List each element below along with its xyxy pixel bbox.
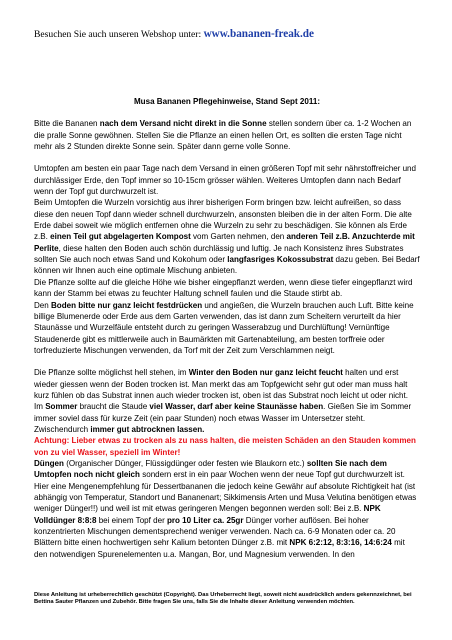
paragraph-soil-press: Den Boden bitte nur ganz leicht festdrücken und angießen, die Wurzeln brauchen auch Luft. Bitte keine billige Blumenerde oder Erde aus dem Garten verwenden, das ist dann zum Scheitern verurteilt da hier Staunässe und Wurzelfäule entsteht durch zu geringen Wasserabzug und Durchlüftung! Vernünftige Staudenerde gibt es mittlerweile auch in Baumärkten mit Gartenabteilung, am besten torffreie oder torfreduzierte Mischungen verwenden, da Torf mit der Zeit zum Verschlammen neigt.: [34, 300, 414, 355]
paragraph-sun: Bitte die Bananen nach dem Versand nicht direkt in die Sonne stellen sondern über ca. 1-2 Wochen an die pralle Sonne gewöhnen. Stellen Sie die Pflanze an einen hellen Ort, es sollten die ersten Tage nicht mehr als 2 Stunden direkte Sonne sein. Später dann gerne volle Sonne.: [34, 119, 412, 152]
paragraph-roots-soil: Beim Umtopfen die Wurzeln vorsichtig aus ihrer bisherigen Form bringen bzw. leicht aufreißen, so dass diese den neuen Topf dann wieder schnell durchwurzeln, ansonsten bleiben die in der alten Form. Die alte Erde dabei soweit wie möglich entfernen ohne die Wurzeln zu sehr zu beschädigen. Sie können als Erde z.B. einen Teil gut abgelagerten Kompost vom Garten nehmen, den anderen Teil z.B. Anzuchterde mit Perlite, diese halten den Boden auch schön durchlässig und luftig. Je nach Konsistenz ihres Substrates sollten Sie auch noch etwas Sand und Kokohum oder langfasriges Kokossubstrat dazu geben. Bei Bedarf können wir Ihnen auch eine optimale Mischung anbieten.: [34, 198, 420, 276]
paragraph-fertilizing: Düngen (Organischer Dünger, Flüssigdünger oder festen wie Blaukorn etc.) sollten Sie nach dem Umtopfen noch nicht gleich sondern erst in ein paar Wochen wenn der neue Topf gut durchwurzelt ist. Hier eine Mengenempfehlung für Dessertbananen die jedoch keine Gewähr auf absolute Richtigkeit hat (ist abhängig von Temperatur, Standort und Bananenart; Sikkimensis Arten und Musa Velutina benötigen etwas weniger Dünger!!) und weil ist mit etwas geringeren Mengen begonnen werden soll: Bei z.B. NPK Volldünger 8:8:8 bei einem Topf der pro 10 Liter ca. 25gr Dünger vorher auflösen. Bei hoher konzentrierten Mischungen dementsprechend weniger verwenden. Nach ca. 6-9 Monaten oder ca. 20 Blättern bitte einen hochwertigen sehr Kalium betonten Dünger z.B. mit NPK 6:2:12, 8:3:16, 14:6:24 mit den notwendigen Spurenelementen u.a. Mangan, Bor, und Magnesium verwenden. In den: [34, 458, 417, 559]
care-instructions: [34, 96, 420, 560]
paragraph-winter: Die Pflanze sollte möglichst hell stehen, im Winter den Boden nur ganz leicht feucht halten und erst wieder giessen wenn der Boden trocken ist. Man merkt das am Topfgewicht sehr gut oder man muss halt kurz fühlen ob das Substrat innen auch wieder trocken ist, oben ist das Substrat noch leicht ut oder nicht.: [34, 368, 408, 400]
document-title: Musa Bananen Pflegehinweise, Stand Sept 2011:: [133, 97, 321, 106]
paragraph-planting-depth: Die Pflanze sollte auf die gleiche Höhe wie bisher eingepflanzt werden, wenn diese tiefer eingepflanzt wird kann der Stamm bei etwas zu feuchter Haltung schnell faulen und die Staude stirbt ab.: [34, 277, 413, 299]
header-text: Besuchen Sie auch unseren Webshop unter:: [34, 29, 204, 40]
webshop-link[interactable]: www.bananen-freak.de: [203, 28, 314, 40]
warning-text: Achtung: Lieber etwas zu trocken als zu nass halten, die meisten Schäden an den Stauden kommen von zu viel Wasser, speziell im Winter!: [34, 436, 416, 457]
webshop-header: [34, 28, 314, 40]
paragraph-summer: Im Sommer braucht die Staude viel Wasser, darf aber keine Staunässe haben. Gießen Sie im Sommer immer soviel dass für kurze Zeit (ein paar Stunden) noch etwas Wasser im Untersetzer steht. Zwischendurch immer gut abtrocknen lassen.: [34, 402, 412, 434]
copyright-footer: Diese Anleitung ist urheberrechtlich geschützt (Copyright). Das Urheberrecht liegt, soweit nicht ausdrücklich anders gekennzeichnet, bei Bettina Sauter Pflanzen und Zubehör. Bitte fragen Sie uns, falls Sie die Inhalte dieser Anleitung verwenden möchten.: [34, 592, 412, 606]
paragraph-repotting: Umtopfen am besten ein paar Tage nach dem Versand in einen größeren Topf mit sehr nährstoffreicher und durchlässiger Erde, den Topf immer so 10-15cm grösser wählen. Weiteres Umtopfen dann nach Bedarf wenn der Topf gut durchwurzelt ist.: [34, 164, 417, 197]
